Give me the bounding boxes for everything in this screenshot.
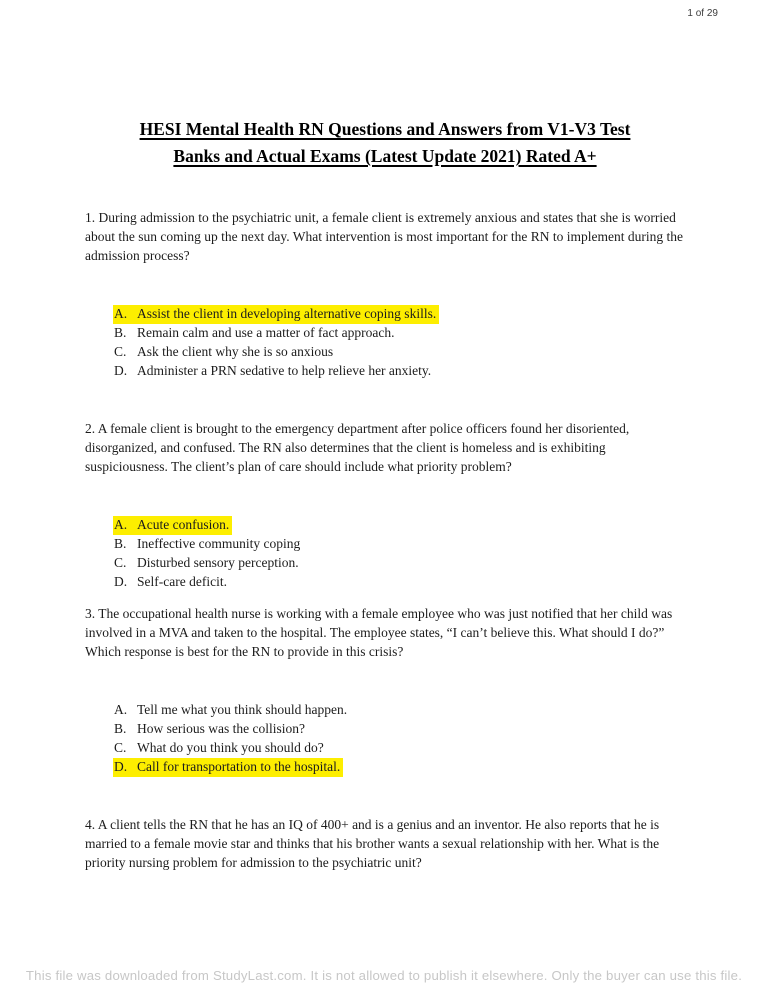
option-text: Disturbed sensory perception. xyxy=(137,555,299,570)
option-row xyxy=(113,343,685,362)
option-row xyxy=(113,739,685,758)
answer-options xyxy=(113,516,685,592)
answer-options xyxy=(113,305,685,381)
option-text: What do you think you should do? xyxy=(137,740,324,755)
option-text: Ask the client why she is so anxious xyxy=(137,344,334,359)
option-row xyxy=(113,554,685,573)
option-letter: C. xyxy=(114,344,127,359)
option-text: Administer a PRN sedative to help relieve her anxiety. xyxy=(137,363,432,378)
option-letter: A. xyxy=(114,702,128,717)
option-text: Tell me what you think should happen. xyxy=(137,702,348,717)
document-content xyxy=(85,0,685,872)
document-title-line: HESI Mental Health RN Questions and Answers from V1-V3 Test xyxy=(139,119,631,139)
option-letter: C. xyxy=(114,740,127,755)
option-letter: B. xyxy=(114,536,127,551)
option-row xyxy=(113,305,685,324)
option-letter: D. xyxy=(114,574,128,589)
option-highlighted xyxy=(113,758,343,777)
answer-options xyxy=(113,701,685,777)
option-text: How serious was the collision? xyxy=(137,721,305,736)
option-row xyxy=(113,516,685,535)
document-title-line: Banks and Actual Exams (Latest Update 2021) Rated A+ xyxy=(173,146,597,166)
option-highlighted xyxy=(113,305,439,324)
option-letter: A. xyxy=(114,517,128,532)
page-number: 1 of 29 xyxy=(687,8,718,19)
option-letter: D. xyxy=(114,363,128,378)
option-content xyxy=(113,701,350,720)
option-content xyxy=(113,720,308,739)
option-letter: D. xyxy=(114,759,128,774)
option-text: Ineffective community coping xyxy=(137,536,301,551)
option-content xyxy=(113,343,336,362)
option-text: Remain calm and use a matter of fact approach. xyxy=(137,325,395,340)
document-title xyxy=(85,116,685,170)
option-row xyxy=(113,701,685,720)
option-row xyxy=(113,758,685,777)
option-content xyxy=(113,535,303,554)
option-row xyxy=(113,573,685,592)
option-text: Assist the client in developing alternative coping skills. xyxy=(137,306,437,321)
option-row xyxy=(113,324,685,343)
question-block xyxy=(85,815,685,872)
option-text: Self-care deficit. xyxy=(137,574,227,589)
option-row xyxy=(113,362,685,381)
option-letter: B. xyxy=(114,721,127,736)
option-highlighted xyxy=(113,516,232,535)
question-stem: 3. The occupational health nurse is working with a female employee who was just notified that her child was involved in a MVA and taken to the hospital. The employee states, “I can’t believe this. What should I do?” Which response is best for the RN to provide in this crisis? xyxy=(85,606,673,659)
question-block xyxy=(85,419,685,592)
question-stem: 1. During admission to the psychiatric unit, a female client is extremely anxious and states that she is worried about the sun coming up the next day. What intervention is most important for the RN to implement during the admission process? xyxy=(85,210,684,263)
option-row xyxy=(113,535,685,554)
footer-watermark: This file was downloaded from StudyLast.com. It is not allowed to publish it elsewhere. Only the buyer can use this file. xyxy=(25,968,743,983)
question-stem: 2. A female client is brought to the emergency department after police officers found her disoriented, disorganized, and confused. The RN also determines that the client is homeless and is exhibiting suspiciousness. The client’s plan of care should include what priority problem? xyxy=(85,421,630,474)
option-row xyxy=(113,720,685,739)
option-letter: A. xyxy=(114,306,128,321)
option-letter: C. xyxy=(114,555,127,570)
question-stem: 4. A client tells the RN that he has an IQ of 400+ and is a genius and an inventor. He also reports that he is married to a female movie star and thinks that his brother wants a sexual relationship with her. What is the priority nursing problem for admission to the psychiatric unit? xyxy=(85,817,660,870)
option-text: Call for transportation to the hospital. xyxy=(137,759,341,774)
option-content xyxy=(113,554,302,573)
question-block xyxy=(85,208,685,381)
option-content xyxy=(113,739,327,758)
option-content xyxy=(113,362,434,381)
option-text: Acute confusion. xyxy=(137,517,230,532)
question-list xyxy=(85,208,685,872)
option-content xyxy=(113,324,398,343)
question-block xyxy=(85,604,685,777)
option-letter: B. xyxy=(114,325,127,340)
option-content xyxy=(113,573,230,592)
